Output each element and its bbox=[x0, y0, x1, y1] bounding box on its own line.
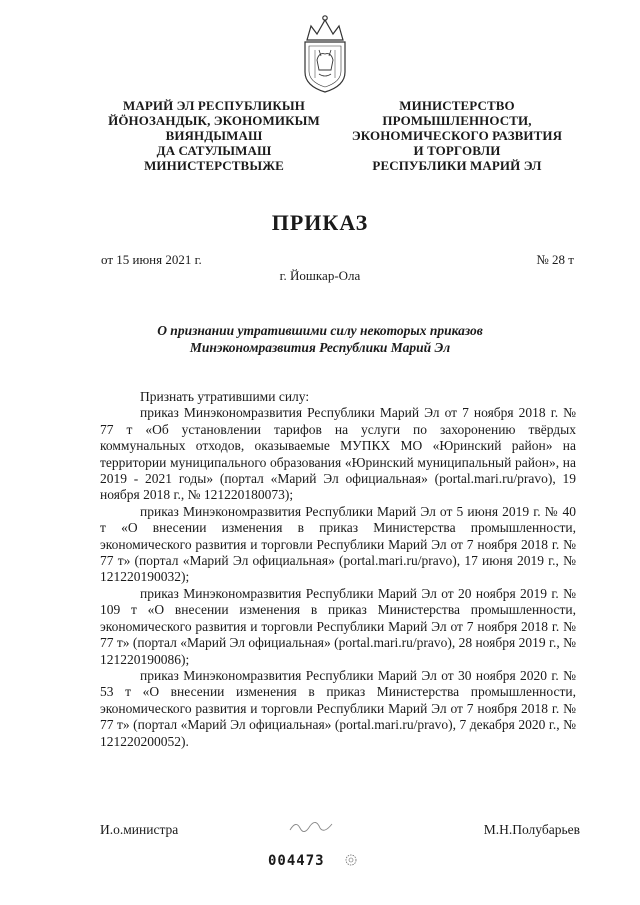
document-city: г. Йошкар-Ола bbox=[279, 268, 361, 283]
header-right-line: МИНИСТЕРСТВО bbox=[399, 98, 515, 113]
document-title bbox=[0, 322, 640, 356]
document-date: от 15 июня 2021 г. bbox=[101, 252, 202, 267]
document-number: № 28 т bbox=[536, 252, 574, 267]
serial-number: 004473 bbox=[268, 853, 325, 869]
coat-of-arms-icon bbox=[297, 12, 353, 96]
title-line: О признании утратившими силу некоторых приказов bbox=[157, 323, 483, 338]
body-item: приказ Минэкономразвития Республики Марий Эл от 30 ноября 2020 г. № 53 т «О внесении изменения в приказ Министерства промышленности, экономического развития и торговли Республики Марий Эл от 7 ноября 2018 г. № 77 т» (портал «Марий Эл официальная» (portal.mari.ru/pravo), 7 декабря 2020 г., № 121220200052). bbox=[100, 667, 576, 749]
body-intro: Признать утратившими силу: bbox=[140, 389, 310, 404]
body-item: приказ Минэкономразвития Республики Марий Эл от 7 ноября 2018 г. № 77 т «Об установлении тарифов на услуги по захоронению твёрдых коммунальных отходов, оказываемые МУПКХ МО «Юринский район» на территории муниципального образования «Юринский муниципальный район», на 2019 - 2021 годы» (портал «Марий Эл официальная» (portal.mari.ru/pravo), 19 ноября 2018 г., № 121220180073); bbox=[100, 405, 576, 503]
header-left-line: ДА САТУЛЫМАШ bbox=[156, 143, 272, 158]
body-item: приказ Минэкономразвития Республики Марий Эл от 20 ноября 2019 г. № 109 т «О внесении изменения в приказ Министерства промышленности, экономического развития и торговли Республики Марий Эл от 7 ноября 2018 г. № 77 т» (портал «Марий Эл официальная» (portal.mari.ru/pravo), 28 ноября 2019 г., № 121220190086); bbox=[100, 585, 576, 667]
header-left-line: МИНИСТЕРСТВЫЖЕ bbox=[144, 158, 284, 173]
header-left-line: ЙÖНОЗАНДЫК, ЭКОНОМИКЫМ bbox=[108, 113, 320, 128]
stamp-mark-icon bbox=[344, 853, 358, 867]
ministry-name-mari bbox=[99, 98, 329, 173]
title-line: Минэкономразвития Республики Марий Эл bbox=[189, 340, 451, 355]
signatory-name: М.Н.Полубарьев bbox=[483, 822, 580, 837]
ministry-name-russian bbox=[342, 98, 572, 173]
header-right-line: ПРОМЫШЛЕННОСТИ, bbox=[382, 113, 532, 128]
header-right-line: РЕСПУБЛИКИ МАРИЙ ЭЛ bbox=[372, 158, 542, 173]
document-type: ПРИКАЗ bbox=[271, 210, 369, 235]
header-right-line: И ТОРГОВЛИ bbox=[413, 143, 501, 158]
body-item: приказ Минэкономразвития Республики Марий Эл от 5 июня 2019 г. № 40 т «О внесении изменения в приказ Министерства промышленности, экономического развития и торговли Республики Марий Эл от 7 ноября 2018 г. № 77 т» (портал «Марий Эл официальная» (portal.mari.ru/pravo), 17 июня 2019 г., № 121220190032); bbox=[100, 503, 576, 585]
header-right-line: ЭКОНОМИЧЕСКОГО РАЗВИТИЯ bbox=[351, 128, 563, 143]
handwritten-signature bbox=[288, 814, 338, 838]
header-left-line: ВИЯНДЫМАШ bbox=[165, 128, 263, 143]
document-body bbox=[100, 389, 576, 750]
signatory-position: И.о.министра bbox=[100, 822, 179, 837]
header-left-line: МАРИЙ ЭЛ РЕСПУБЛИКЫН bbox=[122, 98, 306, 113]
